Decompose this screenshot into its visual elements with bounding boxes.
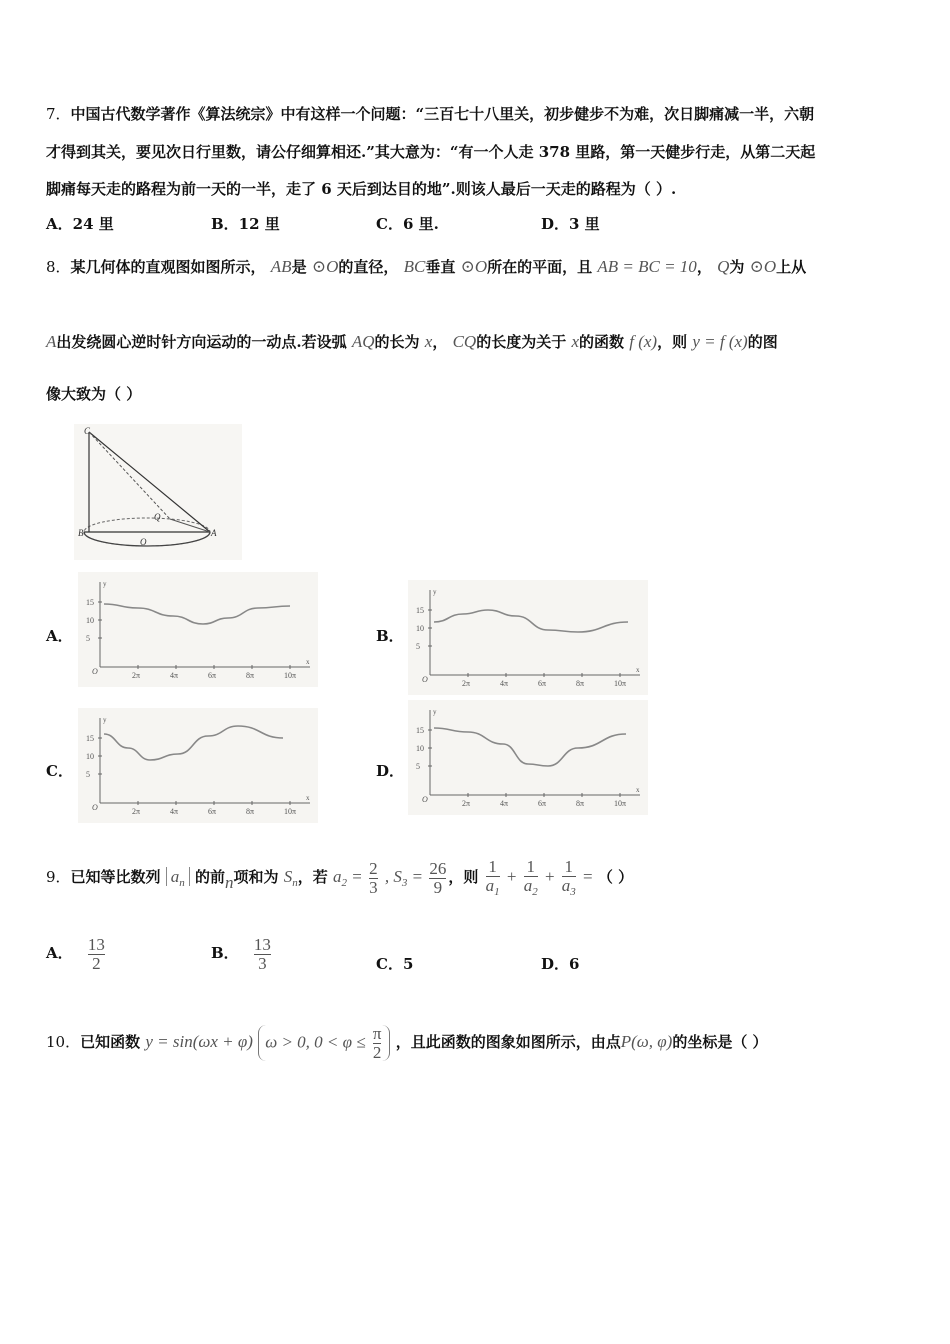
q8-geometry-figure	[74, 424, 242, 560]
math-eq: =	[583, 867, 593, 886]
origin-label: O	[92, 803, 98, 812]
math-y-eq-f-of-x: y = f (x)	[692, 332, 748, 351]
origin-label: O	[422, 675, 428, 684]
math-point-p: P(ω, φ)	[620, 1032, 673, 1051]
option-letter: A．	[46, 944, 73, 962]
y-axis-label: y	[103, 580, 107, 588]
q8-option-b-label: B．	[376, 627, 404, 645]
math-cond-text: ω > 0, 0 < φ ≤	[265, 1032, 366, 1051]
x-tick-label: 6π	[538, 799, 547, 808]
math-circle-o: ⊙O	[460, 257, 488, 276]
y-tick-label: 10	[416, 624, 424, 633]
x-tick-label: 8π	[246, 807, 255, 816]
q8-text: 的直径，	[338, 258, 399, 276]
q8-text: 的图	[747, 333, 778, 351]
q8-text: 某几何体的直观图如图所示，	[70, 258, 266, 276]
x-tick-label: 8π	[576, 679, 585, 688]
graph-background	[408, 580, 648, 695]
math-sn	[283, 867, 298, 889]
x-axis-label: x	[306, 658, 310, 666]
y-tick-label: 5	[416, 642, 420, 651]
math-x: x	[424, 332, 433, 351]
q9-text: 的前	[195, 868, 226, 886]
q8-text: 出发绕圆心逆时针方向运动的一动点.若设弧	[56, 333, 347, 351]
y-tick-label: 10	[416, 744, 424, 753]
q7-option-a: A．24 里	[46, 215, 114, 233]
math-sub: 2	[341, 877, 348, 889]
frac-1-a3	[562, 858, 576, 898]
frac-den: 9	[433, 877, 443, 897]
origin-label: O	[92, 667, 98, 676]
y-axis-label: y	[433, 708, 437, 716]
math-sub: 3	[401, 877, 408, 889]
x-tick-label: 6π	[208, 807, 217, 816]
x-tick-label: 8π	[246, 671, 255, 680]
q8-option-c-label: C．	[46, 762, 73, 780]
math-ab-eq-bc: AB = BC = 10	[597, 257, 697, 276]
frac-13-3	[254, 936, 271, 973]
math-x: x	[571, 332, 579, 351]
math-ab: AB	[270, 257, 292, 276]
q10-text: 已知函数	[80, 1033, 141, 1051]
math-f-of-x: f (x)	[629, 332, 658, 351]
y-tick-label: 10	[86, 752, 94, 761]
frac-den: a	[523, 875, 533, 895]
math-a: a	[333, 867, 342, 886]
x-tick-label: 4π	[500, 679, 509, 688]
q10-number: 10．	[46, 1033, 81, 1051]
x-tick-label: 4π	[500, 799, 509, 808]
q7-option-b: B．12 里	[211, 215, 280, 233]
frac-num: 1	[526, 856, 535, 876]
x-axis-label: x	[306, 794, 310, 802]
frac-1-a2	[524, 858, 538, 898]
q10-text: 的坐标是（ ）	[672, 1033, 768, 1051]
math-circle-o: ⊙O	[749, 257, 777, 276]
x-tick-label: 8π	[576, 799, 585, 808]
frac-den: 2	[372, 1042, 382, 1062]
x-tick-label: 10π	[284, 671, 297, 680]
y-tick-label: 5	[86, 634, 90, 643]
frac-13-2	[88, 936, 105, 973]
q8-line3: 像大致为（ ）	[46, 385, 142, 403]
q9-number: 9．	[46, 868, 71, 886]
q8-text: 上从	[776, 258, 807, 276]
q9-option-b	[211, 928, 273, 978]
option-letter: B．	[211, 944, 239, 962]
frac-num: 2	[369, 858, 378, 878]
q8-text: 垂直	[425, 258, 456, 276]
x-axis-label: x	[636, 666, 640, 674]
x-tick-label: 6π	[538, 679, 547, 688]
q9-text: ，则	[448, 868, 479, 886]
q9-option-d: D．6	[541, 955, 580, 973]
frac-26-9	[429, 860, 446, 897]
q8-option-d-graph	[408, 700, 648, 815]
q10-line1	[46, 1014, 768, 1070]
q9-line1	[46, 852, 633, 908]
frac-den: 3	[369, 877, 378, 897]
label-q: Q	[154, 512, 161, 522]
math-seq-an	[166, 867, 190, 889]
math-sub: 2	[532, 885, 538, 898]
label-c: C	[84, 426, 91, 436]
q9-option-c: C．5	[376, 955, 414, 973]
y-tick-label: 5	[416, 762, 420, 771]
frac-2-3	[369, 860, 378, 897]
math-plus: +	[506, 867, 517, 886]
q8-line1	[46, 256, 806, 277]
math-sub: n	[292, 877, 298, 889]
q9-option-a	[46, 928, 107, 978]
q8-text: 所在的平面，且	[487, 258, 593, 276]
frac-num: 1	[564, 856, 574, 876]
y-axis-label: y	[433, 588, 437, 596]
frac-1-a1	[486, 858, 500, 898]
label-a: A	[211, 528, 217, 538]
q8-option-c-graph	[78, 708, 318, 823]
x-tick-label: 4π	[170, 807, 179, 816]
graph-background	[78, 572, 318, 687]
x-tick-label: 2π	[132, 671, 141, 680]
x-tick-label: 6π	[208, 671, 217, 680]
q8-option-b-graph	[408, 580, 648, 695]
frac-num: 13	[87, 934, 105, 954]
q8-number: 8．	[46, 258, 71, 276]
math-eq: =	[352, 867, 362, 886]
math-arc-aq: AQ	[351, 332, 375, 351]
q8-text: ，	[696, 258, 712, 276]
label-b: B	[78, 528, 84, 538]
q7-option-c: C．6 里.	[376, 215, 439, 233]
x-tick-label: 10π	[284, 807, 297, 816]
y-axis-label: y	[103, 716, 107, 724]
q8-text: 为	[729, 258, 745, 276]
math-condition	[258, 1025, 390, 1062]
frac-num: π	[372, 1023, 382, 1043]
frac-den: 2	[92, 953, 101, 973]
q7-line3: 脚痛每天走的路程为前一天的一半，走了 6 天后到达目的地”.则该人最后一天走的路程为（ ）.	[46, 180, 677, 198]
q9-text: 已知等比数列	[70, 868, 161, 886]
y-tick-label: 15	[416, 726, 424, 735]
math-sub: 3	[570, 885, 576, 898]
q8-text: 的函数	[579, 333, 625, 351]
q9-text: （ ）	[597, 868, 634, 886]
x-axis-label: x	[636, 786, 640, 794]
math-a: A	[46, 332, 57, 351]
frac-den: 3	[258, 953, 267, 973]
y-tick-label: 10	[86, 616, 94, 625]
frac-num: 26	[429, 858, 447, 878]
frac-num: 1	[488, 856, 497, 876]
y-tick-label: 5	[86, 770, 90, 779]
q9-text: ，若	[297, 868, 328, 886]
math-circle-o: ⊙O	[311, 257, 339, 276]
x-tick-label: 2π	[462, 679, 471, 688]
y-tick-label: 15	[86, 734, 94, 743]
math-s3	[384, 867, 408, 889]
math-eq: =	[412, 867, 423, 886]
q8-text: 的长度为关于	[476, 333, 567, 351]
q8-option-a-label: A．	[46, 627, 73, 645]
math-sub: 1	[494, 885, 500, 898]
graph-background	[78, 708, 318, 823]
math-q: Q	[717, 257, 730, 276]
q8-text: ，则	[657, 333, 688, 351]
frac-pi-2	[373, 1025, 382, 1062]
math-sin-function: y = sin(ωx + φ)	[145, 1032, 253, 1051]
origin-label: O	[422, 795, 428, 804]
q7-line1-text: 中国古代数学著作《算法统宗》中有这样一个问题：“三百七十八里关，初步健步不为难，次日脚痛减一半，六朝	[70, 105, 815, 123]
math-s: S	[283, 867, 293, 886]
q8-text: 是	[291, 258, 307, 276]
q7-line1	[46, 103, 814, 124]
q8-text: 的长为	[374, 333, 420, 351]
frac-den: a	[561, 875, 571, 895]
x-tick-label: 4π	[170, 671, 179, 680]
q7-line2: 才得到其关，要见次日行里数，请公仔细算相还.”其大意为：“有一个人走 378 里路，第一天健步行走，从第二天起	[46, 143, 816, 161]
q9-text: 项和为	[233, 868, 279, 886]
math-a: a	[170, 867, 180, 886]
math-n: n	[225, 873, 234, 892]
q8-option-a-graph	[78, 572, 318, 687]
math-s: , S	[384, 867, 402, 886]
math-sub: n	[179, 877, 185, 889]
q10-text: ，且此函数的图象如图所示，由点	[395, 1033, 621, 1051]
q8-line2	[46, 331, 778, 352]
q7-number: 7．	[46, 105, 71, 123]
math-bc: BC	[403, 257, 426, 276]
frac-num: 13	[253, 934, 271, 954]
y-tick-label: 15	[86, 598, 94, 607]
graph-background	[408, 700, 648, 815]
y-tick-label: 15	[416, 606, 424, 615]
x-tick-label: 10π	[614, 799, 627, 808]
math-a2	[333, 867, 348, 889]
math-cq: CQ	[452, 332, 477, 351]
q8-option-d-label: D．	[376, 762, 405, 780]
frac-den: a	[485, 875, 495, 895]
q8-text: ，	[432, 333, 448, 351]
x-tick-label: 2π	[132, 807, 141, 816]
math-plus: +	[544, 867, 555, 886]
x-tick-label: 10π	[614, 679, 627, 688]
label-o: O	[140, 537, 147, 547]
q7-option-d: D．3 里	[541, 215, 600, 233]
x-tick-label: 2π	[462, 799, 471, 808]
